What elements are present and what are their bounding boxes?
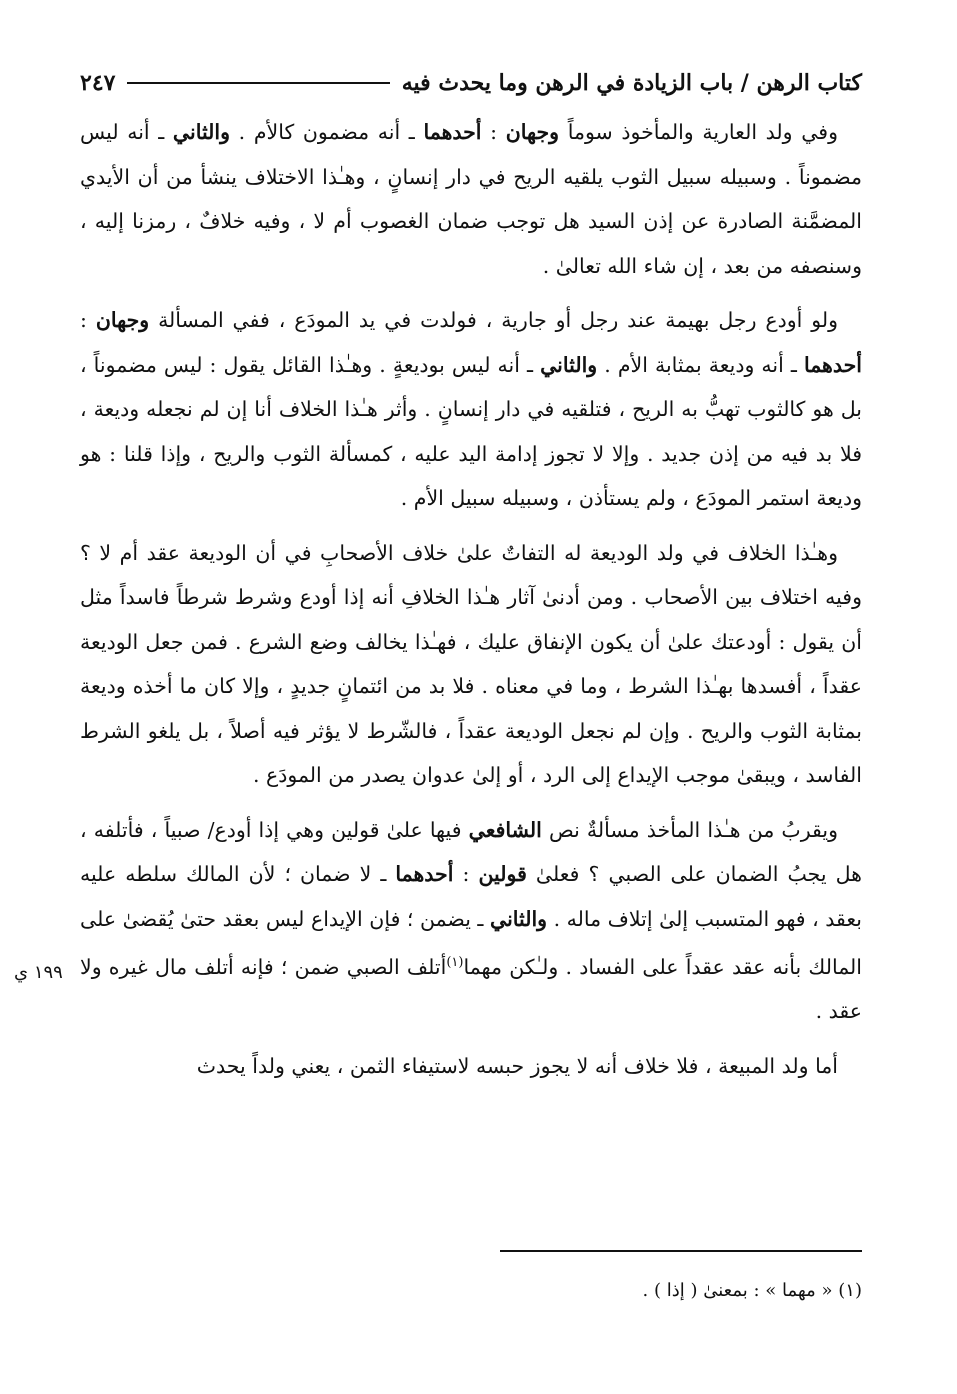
paragraph	[80, 531, 862, 798]
bold-term: والثاني	[540, 352, 598, 377]
bold-term: أحدهما	[395, 862, 454, 886]
main-text	[80, 110, 862, 1088]
text-run: أما ولد المبيعة ، فلا خلاف أنه لا يجوز حبسه لاستيفاء الثمن ، يعني ولداً يحدث	[196, 1053, 838, 1078]
text-run: ـ أنه وديعة بمثابة الأم .	[597, 352, 804, 377]
text-run: :	[80, 308, 96, 332]
footnote: (١) « مهما » : بمعنىٰ ( إذا ) .	[642, 1280, 862, 1301]
text-run: ويقربُ من هـٰذا المأخذ مسألةٌ نص	[541, 817, 838, 842]
text-run: ـ أنه مضمون كالأم .	[230, 120, 424, 144]
text-run: ـ لا ضمان ؛ لأن المالك سلطه عليه بعقد ، فهو المتسبب إلىٰ إتلاف ماله .	[80, 862, 862, 931]
running-header	[80, 70, 862, 110]
text-run: وفي ولد العارية والمأخوذ سوماً	[559, 120, 839, 144]
paragraph	[80, 110, 862, 288]
bold-term: وجهان	[505, 120, 560, 144]
page-number: ٢٤٧	[80, 70, 116, 96]
text-run: أتلف الصبي ضمن ؛ فإنه أتلف مال غيره ولا عقد .	[80, 954, 862, 1024]
bold-term: والثاني	[489, 906, 548, 931]
footnote-rule	[500, 1250, 862, 1252]
margin-manuscript-ref: ١٩٩ ي	[14, 962, 63, 983]
text-run: ـ أنه ليس بوديعةٍ . وهـٰذا القائل يقول : ليس مضموناً ، بل هو كالثوب تهبُّ به الريح ، فتلقيه في دار إنسانٍ . وأثر هـٰذا الخلاف أنا إن لم نجعله وديعة ، فلا بد فيه من إذن جديد . وإلا لا تجوز إدامة اليد عليه ، كمسألة الثوب والريح ، وإذا قلنا : هو وديعة استمر المودَع ، ولم يستأذن ، وسبيله سبيل الأم .	[80, 352, 862, 510]
bold-term: أحدهما	[423, 120, 482, 144]
text-run: ولو أودع رجل بهيمة عند رجل أو جارية ، فولدت في يد المودَع ، ففي المسألة	[149, 308, 838, 332]
page-body	[80, 70, 862, 1088]
text-run: :	[453, 862, 479, 886]
text-run: ـ أنه ليس مضموناً . وسبيله سبيل الثوب يلقيه الريح في دار إنسانٍ ، وهـٰذا الاختلاف ينشأ من أن الأيدي المضمَّنة الصادرة عن إذن السيد هل توجب ضمان الغصوب أم لا ، وفيه خلافٌ ، رمزنا إليه ، وسنصفه من بعد ، إن شاء الله تعالىٰ .	[80, 120, 862, 278]
bold-term: أحدهما	[803, 352, 862, 377]
bold-term: وجهان	[95, 308, 150, 332]
paragraph	[80, 1044, 862, 1089]
header-rule	[127, 82, 389, 84]
bold-term: قولين	[478, 862, 527, 886]
footnote-marker: (١)	[446, 955, 464, 970]
header-title: كتاب الرهن / باب الزيادة في الرهن وما يحدث فيه	[401, 70, 862, 96]
text-run: وهـٰذا الخلاف في ولد الوديعة له التفاتٌ علىٰ خلاف الأصحابِ في أن الوديعة عقد أم لا ؟ وفيه اختلاف بين الأصحاب . ومن أدنىٰ آثار هـٰذا الخلافِ أنه إذا أودع وشرط شرطاً فاسداً مثل أن يقول : أودعتك علىٰ أن يكون الإنفاق عليك ، فهـٰذا يخالف وضع الشرع . فمن جعل الوديعة عقداً ، أفسدها بهـٰذا الشرط ، وما في معناه . فلا بد من ائتمانٍ جديدٍ ، وإلا كان ما أخذه وديعة بمثابة الثوب والريح . وإن لم نجعل الوديعة عقداً ، فالشّرط لا يؤثر فيه أصلاً ، بل يلغو الشرط الفاسد ، ويبقىٰ موجب الإيداع إلى الرد ، أو إلىٰ عدوان يصدر من المودَع .	[80, 540, 862, 787]
text-run: فيها علىٰ قولين وهي إذا أودع/ صبياً ، فأتلفه ، هل يجبُ الضمان على الصبي ؟ فعلىٰ	[80, 817, 862, 886]
bold-term: الشافعي	[468, 817, 542, 842]
paragraph	[80, 808, 862, 1034]
text-run: ـ يضمن ؛ فإن الإيداع ليس بعقد حتىٰ يُقضىٰ على المالك بأنه عقد عقداً على الفساد . ولـٰكن مهما	[80, 906, 862, 979]
bold-term: والثاني	[172, 120, 230, 144]
text-run: :	[481, 120, 506, 144]
paragraph	[80, 298, 862, 521]
